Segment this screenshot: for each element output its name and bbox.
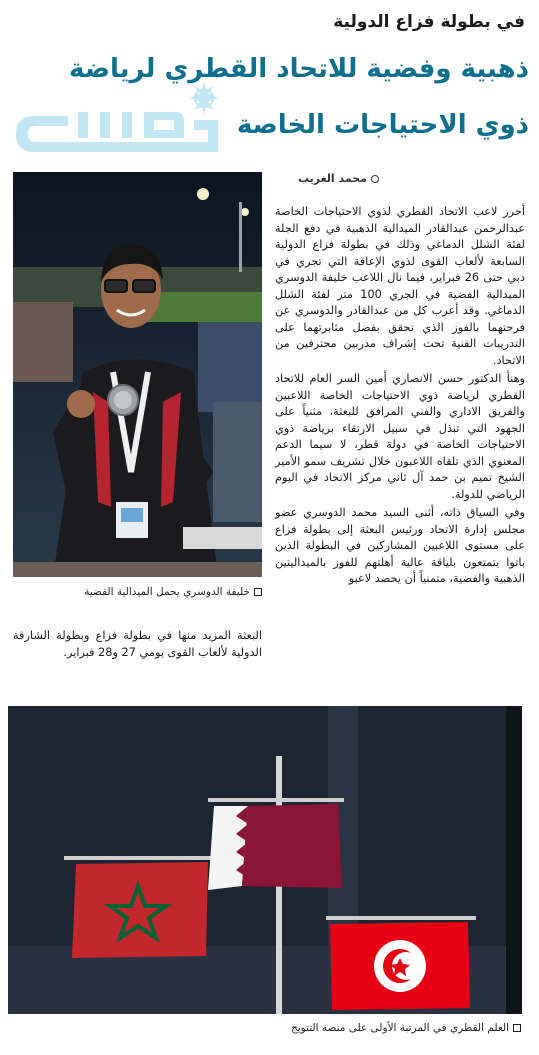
flags-photo (8, 706, 522, 1014)
article-continuation: البعثة المزيد منها في بطولة فزاع وبطولة الشارقة الدولية لألعاب القوى يومي 27 و28 فبراير. (13, 629, 262, 659)
flags-illustration (8, 706, 522, 1014)
headline-line-2: ذوي الاحتياجات الخاصة (236, 110, 529, 140)
morocco-flag (72, 862, 208, 958)
byline (269, 172, 379, 185)
photo-caption-2 (121, 1022, 521, 1034)
caption-square-icon (513, 1024, 521, 1032)
caption-square-icon (254, 588, 262, 596)
headline-line-1: ذهبية وفضية للاتحاد القطري لرياضة (69, 54, 529, 84)
qatar-flag (208, 804, 342, 890)
caption-text: خليفة الدوسري يحمل الميدالية الفضية (84, 586, 250, 598)
caption-text: العلم القطري في المرتبة الأولى على منصة التتويج (290, 1022, 509, 1034)
paragraph: وهنأ الدكتور حسن الانصاري أمين السر العام للاتحاد القطري لرياضة ذوي الاحتياجات الخاصة اللاعبين والفريق الاداري والفني المرافق للبعثة، مثنياً على الجهود التي تبذل في سبيل الارتقاء برياضة ذوي الاحتياجات الخاصة في دولة قطر، لا سيما الدعم المعنوي الذي تلقاه اللاعبون خلال تشريف سمو الأمير الشيخ تميم بن حمد آل ثاني مركز الاتحاد في اليوم الرياضي للدولة. (275, 372, 525, 501)
athlete-photo-illustration (13, 172, 262, 577)
tunisia-flag (330, 922, 470, 1010)
kicker: في بطولة فزاع الدولية (333, 12, 525, 32)
byline-bullet-icon (371, 175, 379, 183)
photo-caption-1 (13, 586, 262, 598)
article-body (275, 204, 525, 590)
paragraph: أحرز لاعب الاتحاد القطري لذوي الاحتياجات الخاصة عبدالرحمن عبدالقادر الميدالية الذهبية في دفع الجلة لفئة الشلل الدماغي وذلك في بطولة فزاع الدولية السابعة لألعاب القوى لذوي الإعاقة التي تجري في دبي حتى 26 فبراير، فيما نال اللاعب خليفة الدوسري الميدالية الفضية في الجري 100 متر لفئة الشلل الدماغي. وقد أعرب كل من عبدالقادر والدوسري عن فرحتهما بالفوز الذي تحقق بفضل مثابرتهما على التدريبات الفنية تحت إشراف مدربين محترفين من الاتحاد. (275, 205, 525, 367)
athlete-photo (13, 172, 262, 577)
byline-author: محمد الغريب (297, 172, 367, 185)
paragraph: وفي السياق ذاته، أثنى السيد محمد الدوسري عضو مجلس إدارة الاتحاد ورئيس البعثة إلى بطولة فزاع على مستوى اللاعبين المشاركين في البطولة الذين باتوا يتمتعون بلياقة عالية أهلتهم للفوز بالميداليتين الذهبية والفضية، متمنياً أن يحصد لاعبو (275, 506, 525, 585)
